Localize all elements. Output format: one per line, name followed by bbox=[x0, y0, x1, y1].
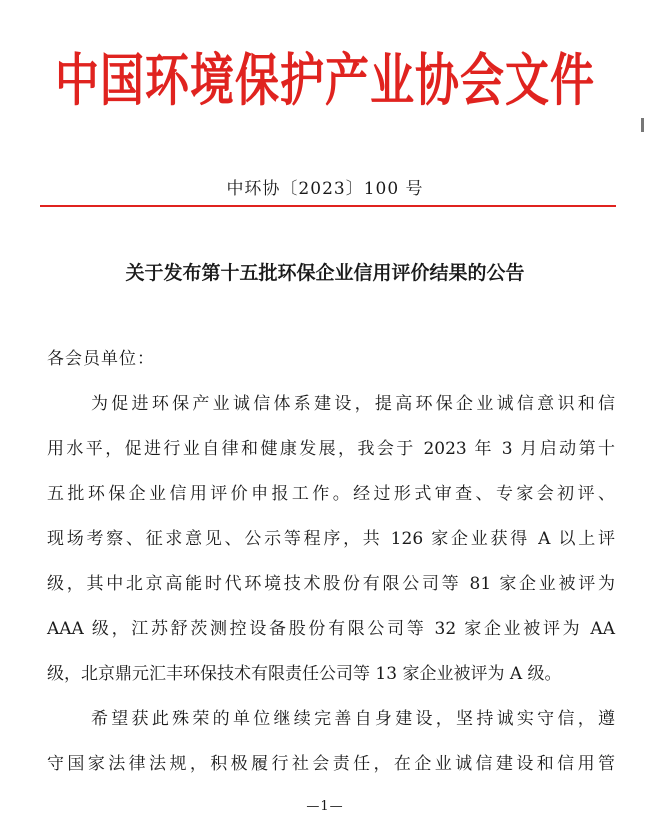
announcement-title: 关于发布第十五批环保企业信用评价结果的公告 bbox=[125, 262, 525, 284]
red-divider-line bbox=[40, 205, 616, 207]
body-line: 现场考察、征求意见、公示等程序，共 126 家企业获得 A 以上评 bbox=[47, 529, 615, 549]
scan-edge-mark bbox=[641, 118, 644, 132]
body-line: 五批环保企业信用评价申报工作。经过形式审查、专家会初评、 bbox=[47, 484, 615, 504]
page-number: —1— bbox=[306, 799, 344, 814]
body-line: 级，其中北京高能时代环境技术股份有限公司等 81 家企业被评为 bbox=[47, 574, 615, 594]
salutation: 各会员单位： bbox=[47, 349, 155, 369]
body-line: 希望获此殊荣的单位继续完善自身建设，坚持诚实守信，遵 bbox=[91, 709, 615, 729]
org-header-title: 中国环境保护产业协会文件 bbox=[55, 48, 595, 114]
document-number: 中环协〔2023〕100 号 bbox=[226, 179, 424, 199]
body-line: 级，北京鼎元汇丰环保技术有限责任公司等 13 家企业被评为 A 级。 bbox=[47, 664, 562, 684]
body-line: 守国家法律法规，积极履行社会责任，在企业诚信建设和信用管 bbox=[47, 754, 615, 774]
body-line: 为促进环保产业诚信体系建设，提高环保企业诚信意识和信 bbox=[91, 394, 615, 414]
body-line: 用水平，促进行业自律和健康发展，我会于 2023 年 3 月启动第十 bbox=[47, 439, 615, 459]
body-line: AAA 级，江苏舒茨测控设备股份有限公司等 32 家企业被评为 AA bbox=[47, 619, 615, 639]
